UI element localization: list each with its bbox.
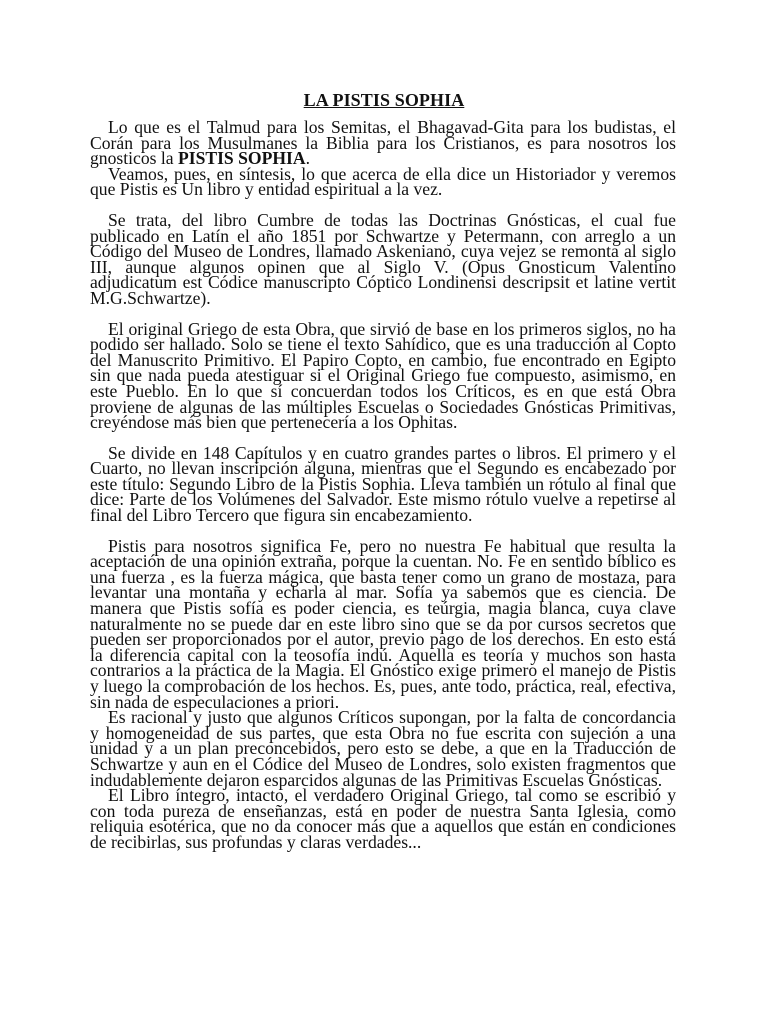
paragraph-5: Se divide en 148 Capítulos y en cuatro grandes partes o libros. El primero y el Cuarto, no llevan inscripción alguna, mientras que el Segundo es encabezado por este título: Segundo Libro de la Pistis Sophia. Lleva también un rótulo al final que dice: Parte de los Volúmenes del Salvador. Este mismo rótulo vuelve a repetirse al final del Libro Tercero que figura sin encabezamiento. — [90, 442, 676, 526]
paragraph-4: El original Griego de esta Obra, que sirvió de base en los primeros siglos, no ha podido ser hallado. Solo se tiene el texto Sahídico, que es una traducción al Copto del Manuscrito Primitivo. El Papiro Copto, en cambio, fue encontrado en Egipto sin que nada pueda atestiguar si el Original Griego fue compuesto, asimismo, en este Pueblo. En lo que sí concuerdan todos los Críticos, es en que está Obra proviene de algunas de las múltiples Escuelas o Sociedades Gnósticas Primitivas, creyéndose más bien que pertenecería a los Ophitas. — [90, 318, 676, 433]
paragraph-2: Veamos, pues, en síntesis, lo que acerca de ella dice un Historiador y veremos que Pistis es Un libro y entidad espiritual a la vez. — [90, 163, 676, 200]
paragraph-1-end: . — [305, 148, 310, 169]
document-body — [90, 117, 676, 852]
pistis-sophia-emphasis: PISTIS SOPHIA — [177, 148, 306, 169]
paragraph-8: El Libro íntegro, intacto, el verdadero Original Griego, tal como se escribió y con toda pureza de enseñanzas, está en poder de nuestra Santa Iglesia, como reliquia esotérica, que no da conocer más que a aquellos que están en condiciones de recibirlas, sus profundas y claras verdades... — [90, 785, 676, 852]
document-title: LA PISTIS SOPHIA — [303, 90, 465, 110]
paragraph-1 — [90, 117, 676, 169]
paragraph-1-text: Lo que es el Talmud para los Semitas, el Bhagavad-Gita para los budistas, el Corán para los Musulmanes la Biblia para los Cristianos, es para nosotros los gnosticos la — [90, 117, 676, 169]
paragraph-6: Pistis para nosotros significa Fe, pero no nuestra Fe habitual que resulta la aceptación de una opinión extraña, porque la cuentan. No. Fe en sentido bíblico es una fuerza , es la fuerza mágica, que basta tener como un grano de mostaza, para levantar una montaña y echarla al mar. Sofía ya sabemos que es ciencia. De manera que Pistis sofía es poder ciencia, es teúrgia, magia blanca, cuya clave naturalmente no se puede dar en este libro sino que se da por cursos secretos que pueden ser proporcionados por el autor, previo pago de los derechos. En esto está la diferencia capital con la teosofía indú. Aquella es teoría y muchos son hasta contrarios a la práctica de la Magia. El Gnóstico exige primero el manejo de Pistis y luego la comprobación de los hechos. Es, pues, ante todo, práctica, real, efectiva, sin nada de especulaciones a priori. — [90, 535, 676, 712]
paragraph-7: Es racional y justo que algunos Críticos supongan, por la falta de concordancia y homogeneidad de sus partes, que esta Obra no fue escrita con sujeción a una unidad y a un plan preconcebidos, pero esto se debe, a que en la Traducción de Schwartze y aun en el Códice del Museo de Londres, solo existen fragmentos que indudablemente dejaron esparcidos algunas de las Primitivas Escuelas Gnósticas. — [90, 707, 676, 790]
paragraph-3: Se trata, del libro Cumbre de todas las Doctrinas Gnósticas, el cual fue publicado en Latín el año 1851 por Schwartze y Petermann, con arreglo a un Código del Museo de Londres, llamado Askeniano, cuya vejez se remonta al siglo III, aunque algunos opinen que al Siglo V. (Opus Gnosticum Valentino adjudicatum est Códice manuscripto Cóptico Londinensi descripsit et latine vertit M.G.Schwartze). — [90, 209, 676, 308]
